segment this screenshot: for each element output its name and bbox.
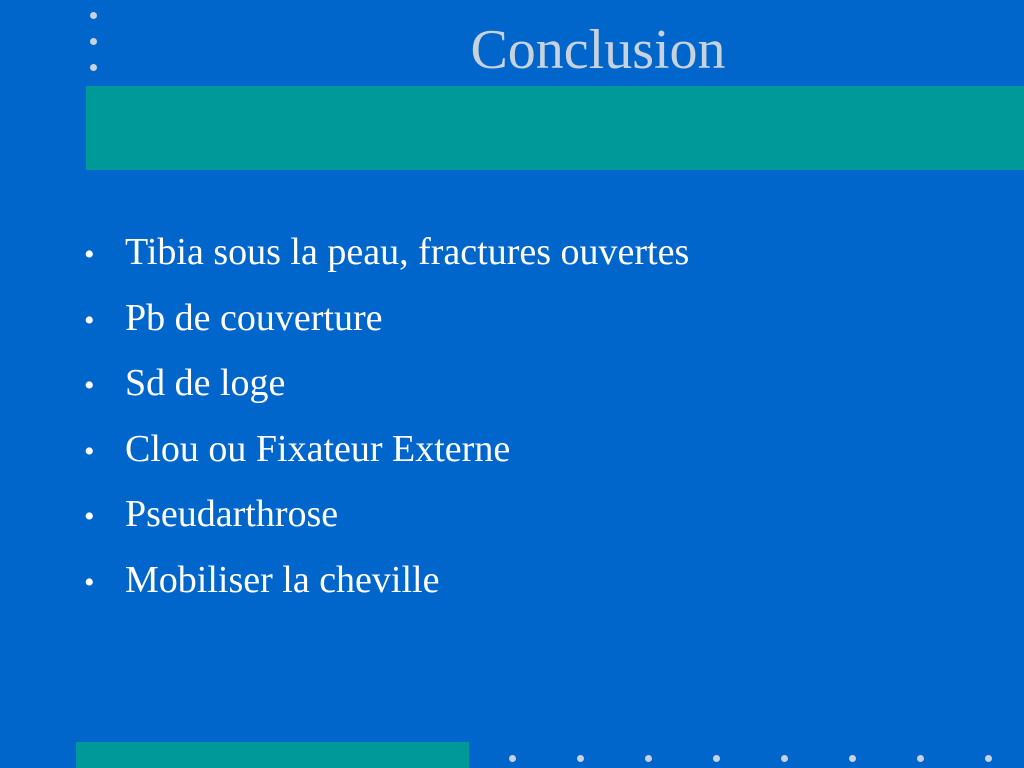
decorative-dot xyxy=(509,755,516,762)
bullet-text: Clou ou Fixateur Externe xyxy=(125,427,511,470)
bullet-list xyxy=(84,230,689,623)
bullet-marker: • xyxy=(84,434,95,468)
bullet-text: Tibia sous la peau, fractures ouvertes xyxy=(125,231,690,273)
bullet-text: Pb de couverture xyxy=(125,296,383,339)
decorative-dot xyxy=(577,755,584,762)
slide-title: Conclusion xyxy=(470,19,726,81)
bottom-accent-band xyxy=(76,742,469,768)
bullet-item xyxy=(84,296,689,362)
decorative-dot xyxy=(917,755,924,762)
bullet-marker: • xyxy=(84,238,95,271)
decorative-dot xyxy=(713,755,720,762)
bullet-item xyxy=(84,492,689,558)
bullet-item xyxy=(84,230,689,296)
bullet-marker: • xyxy=(84,303,95,337)
bullet-item xyxy=(84,361,689,427)
bullet-text: Mobiliser la cheville xyxy=(125,558,440,601)
bullet-marker: • xyxy=(84,565,95,599)
decorative-dot xyxy=(645,755,652,762)
decorative-dot xyxy=(849,755,856,762)
bullet-item xyxy=(84,427,689,493)
bullet-text: Sd de loge xyxy=(125,362,286,404)
bullet-item xyxy=(84,558,689,624)
bullet-marker: • xyxy=(84,369,95,402)
decorative-dot xyxy=(985,755,992,762)
decorative-dot xyxy=(781,755,788,762)
bullet-marker: • xyxy=(84,500,95,533)
bullet-text: Pseudarthrose xyxy=(125,493,339,535)
